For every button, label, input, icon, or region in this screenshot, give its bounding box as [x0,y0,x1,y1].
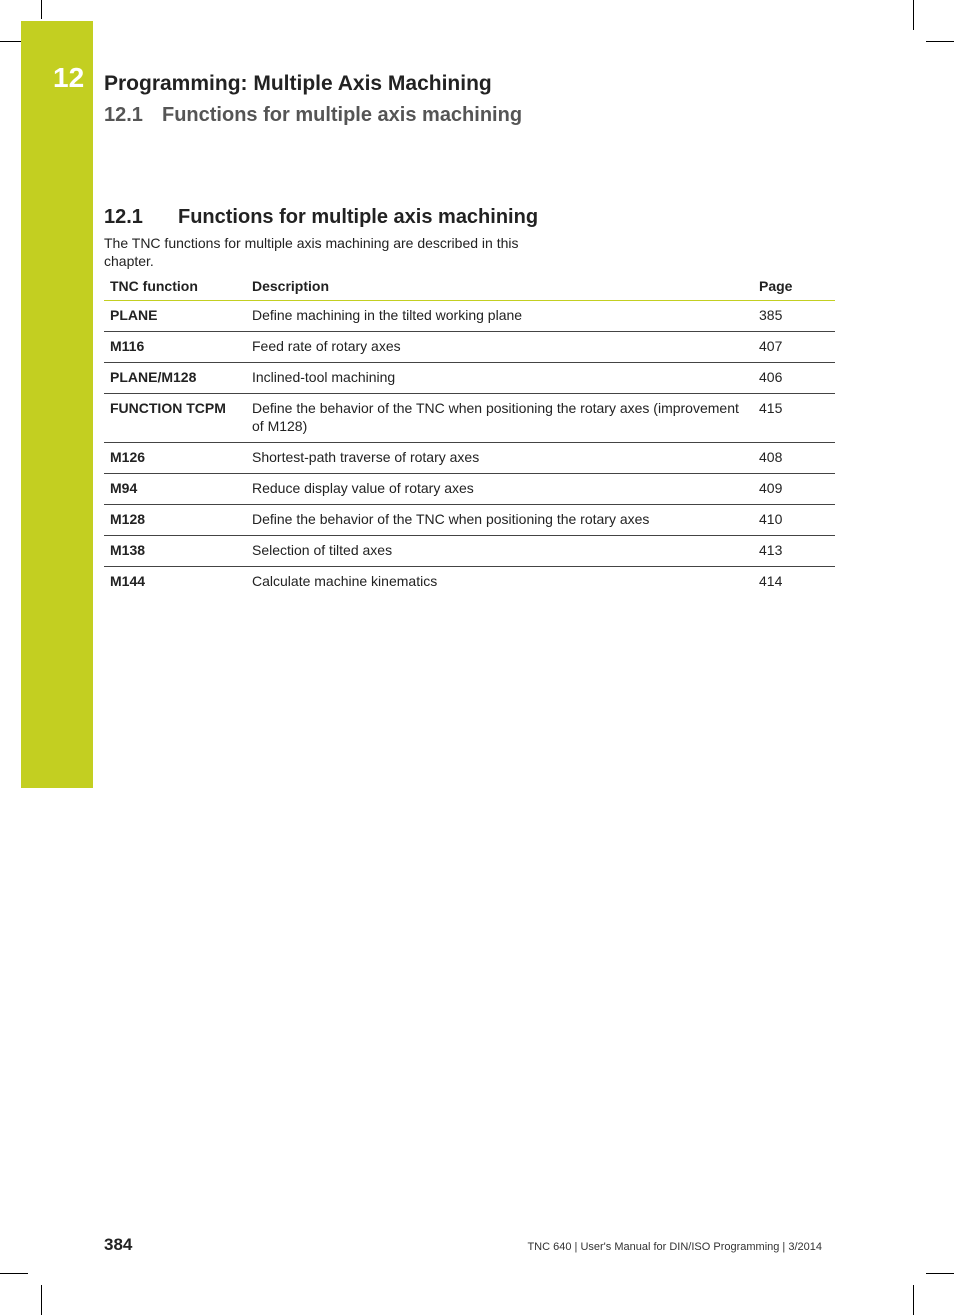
table-row [104,474,835,505]
function-name: M94 [104,474,246,505]
section-title: Functions for multiple axis machining [178,206,539,228]
crop-mark [913,1285,914,1315]
function-name: M126 [104,443,246,474]
section-heading [104,206,538,229]
page-reference[interactable]: 409 [753,474,835,505]
running-section-header [104,104,522,127]
crop-mark [41,0,42,19]
page-reference[interactable]: 408 [753,443,835,474]
function-description: Define the behavior of the TNC when positioning the rotary axes [246,505,753,536]
function-name: PLANE/M128 [104,363,246,394]
function-description: Calculate machine kinematics [252,573,438,589]
page-reference[interactable]: 385 [753,301,835,332]
page-reference[interactable]: 407 [753,332,835,363]
chapter-number: 12 [53,62,85,93]
running-section-title: Functions for multiple axis machining [162,104,523,126]
function-name: M144 [110,573,146,589]
function-description: Selection of tilted axes [246,536,753,567]
table-row [104,301,835,332]
column-header-function: TNC function [104,275,246,301]
function-description: Shortest-path traverse of rotary axes [246,443,753,474]
column-header-page: Page [753,275,835,301]
page-reference[interactable]: 414 [759,573,783,589]
chapter-sidebar [21,21,93,788]
crop-mark [41,1285,42,1315]
crop-mark [0,1273,28,1274]
table-row [104,332,835,363]
section-intro: The TNC functions for multiple axis machining are described in this chapter. [104,235,519,269]
function-name: PLANE [104,301,246,332]
running-section-number: 12.1 [104,104,143,126]
table-header-row [104,275,835,301]
crop-mark [926,1273,954,1274]
table-row [104,394,835,443]
function-description: Reduce display value of rotary axes [246,474,753,505]
column-header-description: Description [246,275,753,301]
table-row [104,567,835,598]
table-row [104,363,835,394]
chapter-title: Programming: Multiple Axis Machining [104,72,492,95]
crop-mark [913,0,914,30]
table-row [104,443,835,474]
footer-text: TNC 640 | User's Manual for DIN/ISO Programming | 3/2014 [527,1241,822,1253]
function-name: M138 [104,536,246,567]
page-reference[interactable]: 410 [753,505,835,536]
function-name: M128 [104,505,246,536]
function-name: M116 [104,332,246,363]
page-reference[interactable]: 406 [753,363,835,394]
function-description: Define the behavior of the TNC when positioning the rotary axes (improvement of M128) [246,394,753,443]
table-row [104,505,835,536]
page-reference[interactable]: 413 [753,536,835,567]
function-description: Feed rate of rotary axes [246,332,753,363]
function-description: Inclined-tool machining [246,363,753,394]
table-row [104,536,835,567]
function-table [104,275,835,597]
section-number: 12.1 [104,206,143,228]
crop-mark [0,41,21,42]
function-description: Define machining in the tilted working plane [246,301,753,332]
function-name: FUNCTION TCPM [104,394,246,443]
crop-mark [926,41,954,42]
page-number: 384 [104,1235,133,1254]
page-reference[interactable]: 415 [753,394,835,443]
